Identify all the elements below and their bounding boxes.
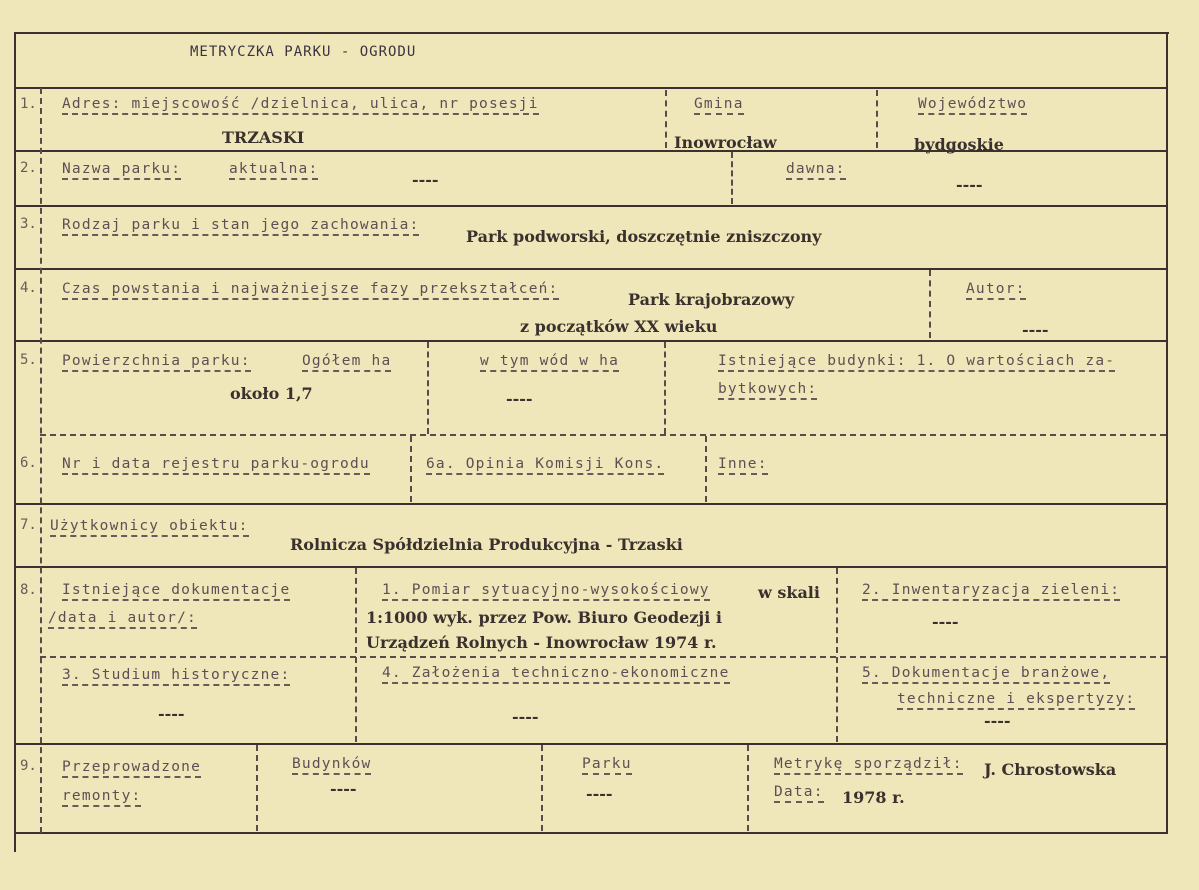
row-number-5: 5. (20, 352, 37, 368)
former-name-value: ---- (956, 175, 983, 194)
frame-right (1166, 32, 1168, 832)
row-number-4: 4. (20, 280, 37, 296)
park-type-value: Park podworski, doszczętnie zniszczony (466, 227, 822, 246)
prepared-by-value: J. Chrostowska (984, 760, 1117, 779)
registry-label: Nr i data rejestru parku-ogrodu (62, 456, 370, 475)
buildings-renovation-value: ---- (330, 779, 357, 798)
tech-assumptions-value: ---- (512, 707, 539, 726)
row-divider-6 (40, 434, 1166, 436)
park-name-label: Nazwa parku: (62, 161, 181, 180)
survey-value-line1: w skali (758, 583, 820, 602)
col-divider-water (427, 342, 429, 434)
docs-label-line2: /data i autor/: (48, 610, 197, 629)
buildings-label-line2: bytkowych: (718, 381, 817, 400)
row-divider-4 (14, 268, 1168, 270)
row-number-3: 3. (20, 216, 37, 232)
row-number-7: 7. (20, 517, 37, 533)
total-area-value: około 1,7 (230, 384, 313, 403)
survey-value-line2: 1:1000 wyk. przez Pow. Biuro Geodezji i (366, 608, 722, 627)
buildings-label-line1: Istniejące budynki: 1. O wartościach za- (718, 353, 1115, 372)
opinion-label: 6a. Opinia Komisji Kons. (426, 456, 664, 475)
users-value: Rolnicza Spółdzielnia Produkcyjna - Trzaski (290, 535, 683, 554)
park-type-label: Rodzaj parku i stan jego zachowania: (62, 217, 419, 236)
row-number-2: 2. (20, 160, 37, 176)
park-renovation-label: Parku (582, 756, 632, 775)
address-value: TRZASKI (222, 128, 305, 147)
wojewodztwo-label: Województwo (918, 96, 1027, 115)
number-column-divider (40, 88, 42, 833)
address-label: Adres: miejscowość /dzielnica, ulica, nr posesji (62, 96, 539, 115)
history-phases-value-line1: Park krajobrazowy (628, 290, 795, 309)
current-name-label: aktualna: (229, 161, 318, 180)
frame-left (14, 32, 16, 852)
gmina-label: Gmina (694, 96, 744, 115)
greenery-value: ---- (932, 612, 959, 631)
former-name-label: dawna: (786, 161, 846, 180)
row-divider-1 (14, 87, 1168, 89)
col-divider-buildings (664, 342, 666, 434)
row-divider-8 (14, 566, 1168, 568)
history-phases-label: Czas powstania i najważniejsze fazy przekształceń: (62, 281, 559, 300)
area-label: Powierzchnia parku: (62, 353, 251, 372)
renovations-label-line1: Przeprowadzone (62, 759, 201, 778)
gmina-value: Inowrocław (674, 133, 777, 152)
docs-label-line1: Istniejące dokumentacje (62, 582, 290, 601)
col-divider-other (705, 436, 707, 502)
history-phases-value-line2: z początków XX wieku (520, 317, 718, 336)
col-divider-row8-b (836, 568, 838, 742)
park-renovation-value: ---- (586, 784, 613, 803)
tech-assumptions-label: 4. Założenia techniczno-ekonomiczne (382, 665, 730, 684)
users-label: Użytkownicy obiektu: (50, 518, 249, 537)
author-value: ---- (1022, 320, 1049, 339)
row-number-6: 6. (20, 455, 37, 471)
col-divider-row9-c (747, 745, 749, 831)
branch-docs-value: ---- (984, 711, 1011, 730)
survey-value-line3: Urządzeń Rolnych - Inowrocław 1974 r. (366, 633, 717, 652)
water-area-value: ---- (506, 389, 533, 408)
branch-docs-label-line2: techniczne i ekspertyzy: (897, 691, 1135, 710)
date-label: Data: (774, 784, 824, 803)
col-divider-wojewodztwo (876, 90, 878, 148)
date-value: 1978 r. (842, 788, 905, 807)
row-number-1: 1. (20, 96, 37, 112)
form-title: METRYCZKA PARKU - OGRODU (190, 44, 417, 60)
col-divider-dawna (731, 152, 733, 204)
history-study-label: 3. Studium historyczne: (62, 667, 290, 686)
greenery-label: 2. Inwentaryzacja zieleni: (862, 582, 1120, 601)
frame-bottom (14, 832, 1168, 834)
col-divider-opinion (410, 436, 412, 502)
renovations-label-line2: remonty: (62, 788, 141, 807)
buildings-renovation-label: Budynków (292, 756, 371, 775)
row-divider-3 (14, 205, 1168, 207)
row-divider-7 (14, 503, 1168, 505)
row-divider-9 (14, 743, 1168, 745)
other-label: Inne: (718, 456, 768, 475)
current-name-value: ---- (412, 170, 439, 189)
row-number-8: 8. (20, 582, 37, 598)
branch-docs-label-line1: 5. Dokumentacje branżowe, (862, 665, 1110, 684)
col-divider-autor (929, 270, 931, 338)
water-area-label: w tym wód w ha (480, 353, 619, 372)
row-number-9: 9. (20, 758, 37, 774)
row8-inner-divider (40, 656, 1166, 658)
frame-top (14, 32, 1169, 34)
col-divider-row9-b (541, 745, 543, 831)
history-study-value: ---- (158, 704, 185, 723)
col-divider-gmina (665, 90, 667, 148)
wojewodztwo-value: bydgoskie (914, 135, 1004, 154)
col-divider-row8-a (355, 568, 357, 742)
survey-label: 1. Pomiar sytuacyjno-wysokościowy (382, 582, 710, 601)
row-divider-5 (14, 340, 1168, 342)
author-label: Autor: (966, 281, 1026, 300)
prepared-by-label: Metrykę sporządził: (774, 756, 963, 775)
col-divider-row9-a (256, 745, 258, 831)
total-area-label: Ogółem ha (302, 353, 391, 372)
